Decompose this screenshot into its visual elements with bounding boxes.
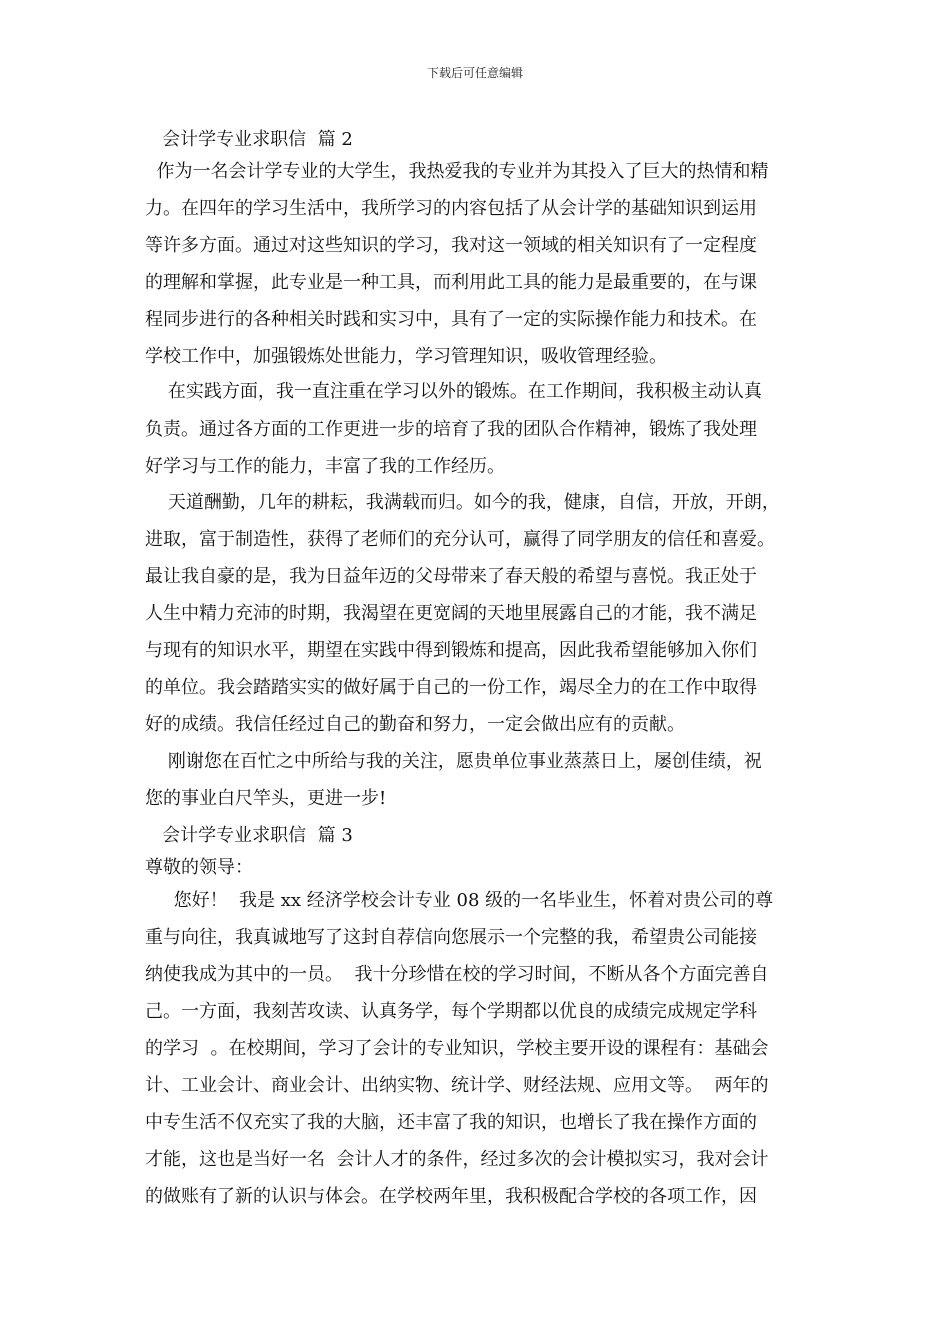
text-line: 重与向往，我真诚地写了这封自荐信向您展示一个完整的我，希望贵公司能接 [145, 927, 757, 948]
text-line: 负责。通过各方面的工作更进一步的培育了我的团队合作精神，锻炼了我处理 [145, 419, 757, 440]
text-line: 中专生活不仅充实了我的大脑，还丰富了我的知识，也增长了我在操作方面的 [145, 1112, 757, 1133]
text-line: 己。一方面，我刻苦攻读、认真务学，每个学期都以优良的成绩完成规定学科 [145, 1001, 757, 1022]
text-line: 力。在四年的学习生活中，我所学习的内容包括了从会计学的基础知识到运用 [145, 198, 757, 219]
section-heading: 会计学专业求职信 篇 3 [145, 825, 353, 846]
text-line: 计、工业会计、商业会计、出纳实物、统计学、财经法规、应用文等。 两年的 [145, 1075, 769, 1096]
page-header: 下载后可任意编辑 [426, 66, 523, 80]
text-line: 与现有的知识水平，期望在实践中得到锻炼和提高，因此我希望能够加入你们 [145, 640, 757, 661]
text-line: 的学习 。在校期间，学习了会计的专业知识，学校主要开设的课程有：基础会 [145, 1038, 769, 1059]
text-line: 的单位。我会踏踏实实的做好属于自己的一份工作，竭尽全力的在工作中取得 [145, 677, 757, 698]
salutation: 尊敬的领导： [145, 857, 253, 878]
text-line: 好的成绩。我信任经过自己的勤奋和努力，一定会做出应有的贡献。 [145, 714, 685, 735]
text-line: 天道酬勤，几年的耕耘，我满载而归。如今的我，健康，自信，开放，开朗， [145, 492, 780, 513]
text-line: 作为一名会计学专业的大学生，我热爱我的专业并为其投入了巨大的热情和精 [145, 161, 769, 182]
text-line: 才能，这也是当好一名 会计人才的条件，经过多次的会计模拟实习，我对会计 [145, 1149, 769, 1170]
text-line: 刚谢您在百忙之中所给与我的关注，愿贵单位事业蒸蒸日上，屡创佳绩，祝 [145, 751, 762, 772]
text-line: 您好！ 我是 xx 经济学校会计专业 08 级的一名毕业生，怀着对贵公司的尊 [145, 890, 774, 911]
text-line: 您的事业白尺竿头，更进一步! [145, 788, 387, 809]
text-line: 进取，富于制造性，获得了老师们的充分认可，赢得了同学朋友的信任和喜爱。 [145, 529, 775, 550]
section-heading: 会计学专业求职信 篇 2 [145, 129, 353, 150]
text-line: 学校工作中，加强锻炼处世能力，学习管理知识，吸收管理经验。 [145, 346, 667, 367]
text-line: 好学习与工作的能力，丰富了我的工作经历。 [145, 456, 505, 477]
text-line: 程同步进行的各种相关时践和实习中，具有了一定的实际操作能力和技术。在 [145, 309, 757, 330]
text-line: 最让我自豪的是，我为日益年迈的父母带来了春天般的希望与喜悦。我正处于 [145, 566, 757, 587]
text-line: 人生中精力充沛的时期，我渴望在更宽阔的天地里展露自己的才能，我不满足 [145, 603, 757, 624]
text-line: 纳使我成为其中的一员。 我十分珍惜在校的学习时间，不断从各个方面完善自 [145, 964, 769, 985]
text-line: 等许多方面。通过对这些知识的学习，我对这一领域的相关知识有了一定程度 [145, 235, 757, 256]
text-line: 的理解和掌握，此专业是一种工具，而利用此工具的能力是最重要的，在与课 [145, 272, 757, 293]
text-line: 的做账有了新的认识与体会。在学校两年里，我积极配合学校的各项工作，因 [145, 1186, 757, 1207]
text-line: 在实践方面，我一直注重在学习以外的锻炼。在工作期间，我积极主动认真 [145, 381, 762, 402]
